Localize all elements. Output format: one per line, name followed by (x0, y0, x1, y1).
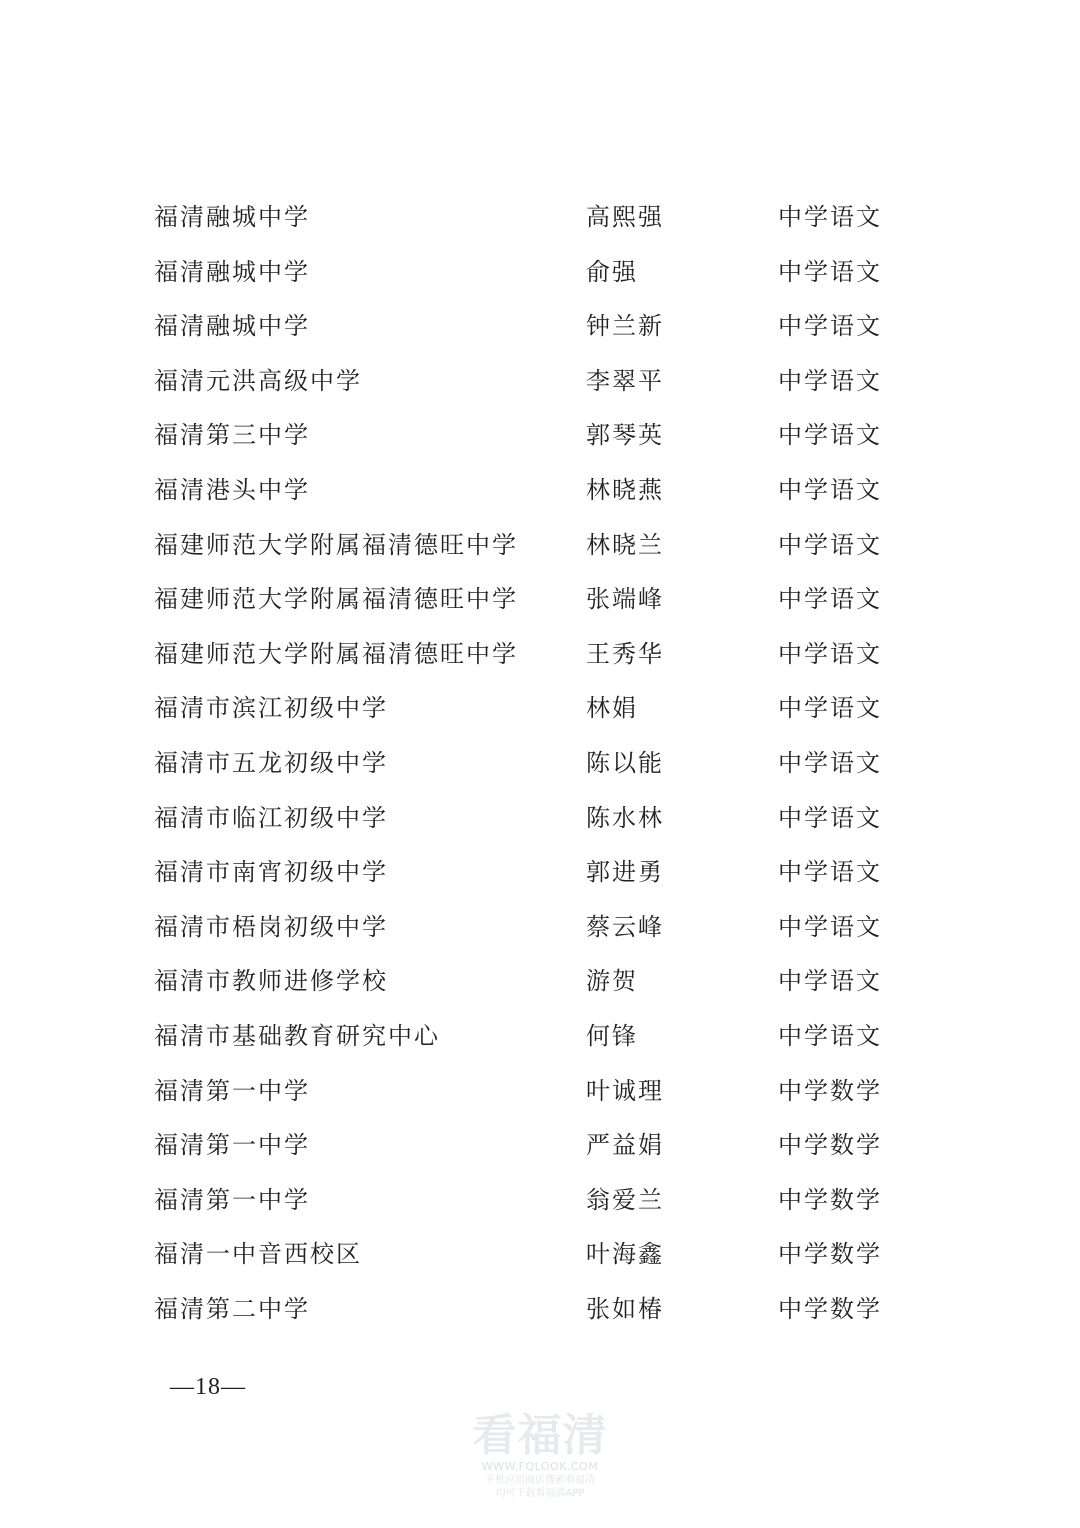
school-cell: 福清市滨江初级中学 (154, 694, 388, 723)
subject-cell: 中学语文 (778, 694, 882, 723)
watermark-line-1: 手机应用商店搜索看福清 (485, 1475, 595, 1486)
name-cell: 林晓燕 (586, 475, 664, 504)
name-cell: 陈水林 (586, 803, 664, 832)
name-cell: 何锋 (586, 1021, 638, 1050)
subject-cell: 中学语文 (778, 585, 882, 614)
table-row (154, 190, 914, 245)
name-cell: 钟兰新 (586, 312, 664, 341)
table-row (154, 1282, 914, 1337)
subject-cell: 中学数学 (778, 1185, 882, 1214)
name-cell: 陈以能 (586, 748, 664, 777)
school-cell: 福清市教师进修学校 (154, 967, 388, 996)
table-row (154, 845, 914, 900)
table-row (154, 1118, 914, 1173)
table-row (154, 681, 914, 736)
subject-cell: 中学语文 (778, 1021, 882, 1050)
subject-cell: 中学语文 (778, 257, 882, 286)
school-cell: 福清市基础教育研究中心 (154, 1021, 440, 1050)
subject-cell: 中学语文 (778, 967, 882, 996)
table-row (154, 572, 914, 627)
name-cell: 李翠平 (586, 366, 664, 395)
table-row (154, 408, 914, 463)
teacher-list-table (154, 190, 914, 1336)
subject-cell: 中学语文 (778, 475, 882, 504)
school-cell: 福清第三中学 (154, 421, 310, 450)
subject-cell: 中学数学 (778, 1076, 882, 1105)
name-cell: 高熙强 (586, 203, 664, 231)
school-cell: 福建师范大学附属福清德旺中学 (154, 530, 518, 559)
subject-cell: 中学数学 (778, 1240, 882, 1269)
school-cell: 福清市五龙初级中学 (154, 748, 388, 777)
subject-cell: 中学语文 (778, 312, 882, 341)
name-cell: 严益娟 (586, 1131, 664, 1160)
school-cell: 福建师范大学附属福清德旺中学 (154, 639, 518, 668)
watermark (462, 1412, 618, 1500)
school-cell: 福清一中音西校区 (154, 1240, 362, 1269)
subject-cell: 中学数学 (778, 1294, 882, 1323)
school-cell: 福清第一中学 (154, 1076, 310, 1105)
school-cell: 福清融城中学 (154, 257, 310, 286)
name-cell: 俞强 (586, 257, 638, 286)
page-number: —18— (170, 1374, 246, 1400)
table-row (154, 245, 914, 300)
school-cell: 福清融城中学 (154, 203, 310, 231)
school-cell: 福清市梧岗初级中学 (154, 912, 388, 941)
name-cell: 游贺 (586, 967, 638, 996)
name-cell: 郭琴英 (586, 421, 664, 450)
subject-cell: 中学语文 (778, 748, 882, 777)
subject-cell: 中学语文 (778, 803, 882, 832)
school-cell: 福清市南宵初级中学 (154, 858, 388, 887)
subject-cell: 中学语文 (778, 366, 882, 395)
table-row (154, 791, 914, 846)
subject-cell: 中学语文 (778, 203, 882, 231)
school-cell: 福建师范大学附属福清德旺中学 (154, 585, 518, 614)
school-cell: 福清市临江初级中学 (154, 803, 388, 832)
table-row (154, 900, 914, 955)
table-row (154, 1009, 914, 1064)
school-cell: 福清第一中学 (154, 1131, 310, 1160)
watermark-url: WWW.FQLOOK.COM (481, 1460, 599, 1473)
table-row (154, 518, 914, 573)
table-row (154, 463, 914, 518)
table-row (154, 1064, 914, 1119)
name-cell: 张端峰 (586, 585, 664, 614)
subject-cell: 中学语文 (778, 421, 882, 450)
table-row (154, 1173, 914, 1228)
school-cell: 福清元洪高级中学 (154, 366, 362, 395)
subject-cell: 中学语文 (778, 858, 882, 887)
name-cell: 张如椿 (586, 1294, 664, 1323)
name-cell: 王秀华 (586, 639, 664, 668)
table-row (154, 354, 914, 409)
name-cell: 叶诚理 (586, 1076, 664, 1105)
subject-cell: 中学数学 (778, 1131, 882, 1160)
subject-cell: 中学语文 (778, 639, 882, 668)
name-cell: 郭进勇 (586, 858, 664, 887)
table-row (154, 627, 914, 682)
watermark-line-2: 均可下载看福清APP (495, 1488, 585, 1499)
school-cell: 福清第一中学 (154, 1185, 310, 1214)
school-cell: 福清港头中学 (154, 475, 310, 504)
name-cell: 翁爱兰 (586, 1185, 664, 1214)
subject-cell: 中学语文 (778, 912, 882, 941)
name-cell: 蔡云峰 (586, 912, 664, 941)
school-cell: 福清融城中学 (154, 312, 310, 341)
table-row (154, 954, 914, 1009)
name-cell: 叶海鑫 (586, 1240, 664, 1269)
table-row (154, 736, 914, 791)
school-cell: 福清第二中学 (154, 1294, 310, 1323)
watermark-logo: 看福清 (472, 1410, 608, 1461)
subject-cell: 中学语文 (778, 530, 882, 559)
name-cell: 林晓兰 (586, 530, 664, 559)
table-row (154, 299, 914, 354)
name-cell: 林娟 (586, 694, 638, 723)
table-row (154, 1227, 914, 1282)
